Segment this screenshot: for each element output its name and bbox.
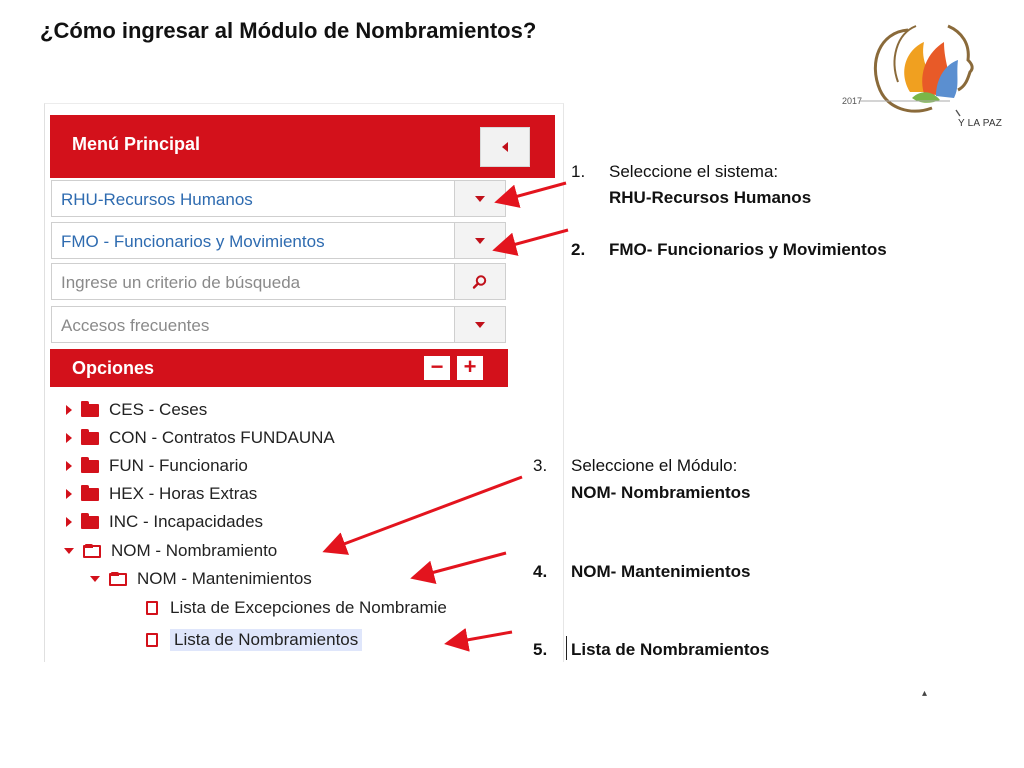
search-placeholder: Ingrese un criterio de búsqueda	[61, 273, 301, 292]
step-4-value: NOM- Mantenimientos	[571, 562, 751, 581]
step-3-value: NOM- Nombramientos	[571, 483, 751, 502]
tree-item-label: CES - Ceses	[109, 400, 208, 419]
page-title: ¿Cómo ingresar al Módulo de Nombramientos?	[40, 18, 537, 43]
arrow-step-2	[498, 230, 568, 249]
expand-all-button[interactable]: +	[457, 356, 483, 380]
tree-item-label: HEX - Horas Extras	[109, 484, 258, 503]
logo-tagline: Y LA PAZ	[958, 118, 1003, 129]
text-cursor	[566, 636, 567, 660]
step-5-number: 5.	[533, 640, 548, 659]
arrow-step-5	[450, 632, 512, 643]
options-title: Opciones	[72, 358, 155, 378]
arrow-step-3	[328, 477, 522, 550]
step-1-number: 1.	[571, 162, 586, 181]
main-menu-title: Menú Principal	[72, 134, 201, 154]
tree-item-label: NOM - Nombramiento	[111, 541, 278, 560]
tree-item-label: INC - Incapacidades	[109, 512, 264, 531]
tree-item-label: CON - Contratos FUNDAUNA	[109, 428, 335, 447]
arrow-step-1	[500, 183, 566, 201]
step-3-number: 3.	[533, 456, 548, 475]
slide-mark: ▴	[922, 688, 928, 699]
step-2-number: 2.	[571, 240, 586, 259]
step-1-text: Seleccione el sistema:	[609, 162, 779, 181]
step-4-number: 4.	[533, 562, 548, 581]
collapse-all-button[interactable]: −	[424, 356, 450, 380]
frequent-access-placeholder: Accesos frecuentes	[61, 316, 210, 335]
step-5-value: Lista de Nombramientos	[571, 640, 770, 659]
logo-year-text: 2017	[842, 96, 863, 106]
tree-item-label: NOM - Mantenimientos	[137, 569, 312, 588]
module-select-value: FMO - Funcionarios y Movimientos	[61, 232, 325, 251]
step-2-value: FMO- Funcionarios y Movimientos	[609, 240, 887, 259]
tree-item-label: FUN - Funcionario	[109, 456, 248, 475]
arrow-step-4	[416, 553, 506, 577]
tree-item-label: Lista de Nombramientos	[170, 629, 362, 651]
tree-item-label: Lista de Excepciones de Nombramie	[170, 598, 447, 617]
system-select-value: RHU-Recursos Humanos	[61, 190, 253, 209]
step-3-text: Seleccione el Módulo:	[571, 456, 738, 475]
step-1-value: RHU-Recursos Humanos	[609, 188, 812, 207]
